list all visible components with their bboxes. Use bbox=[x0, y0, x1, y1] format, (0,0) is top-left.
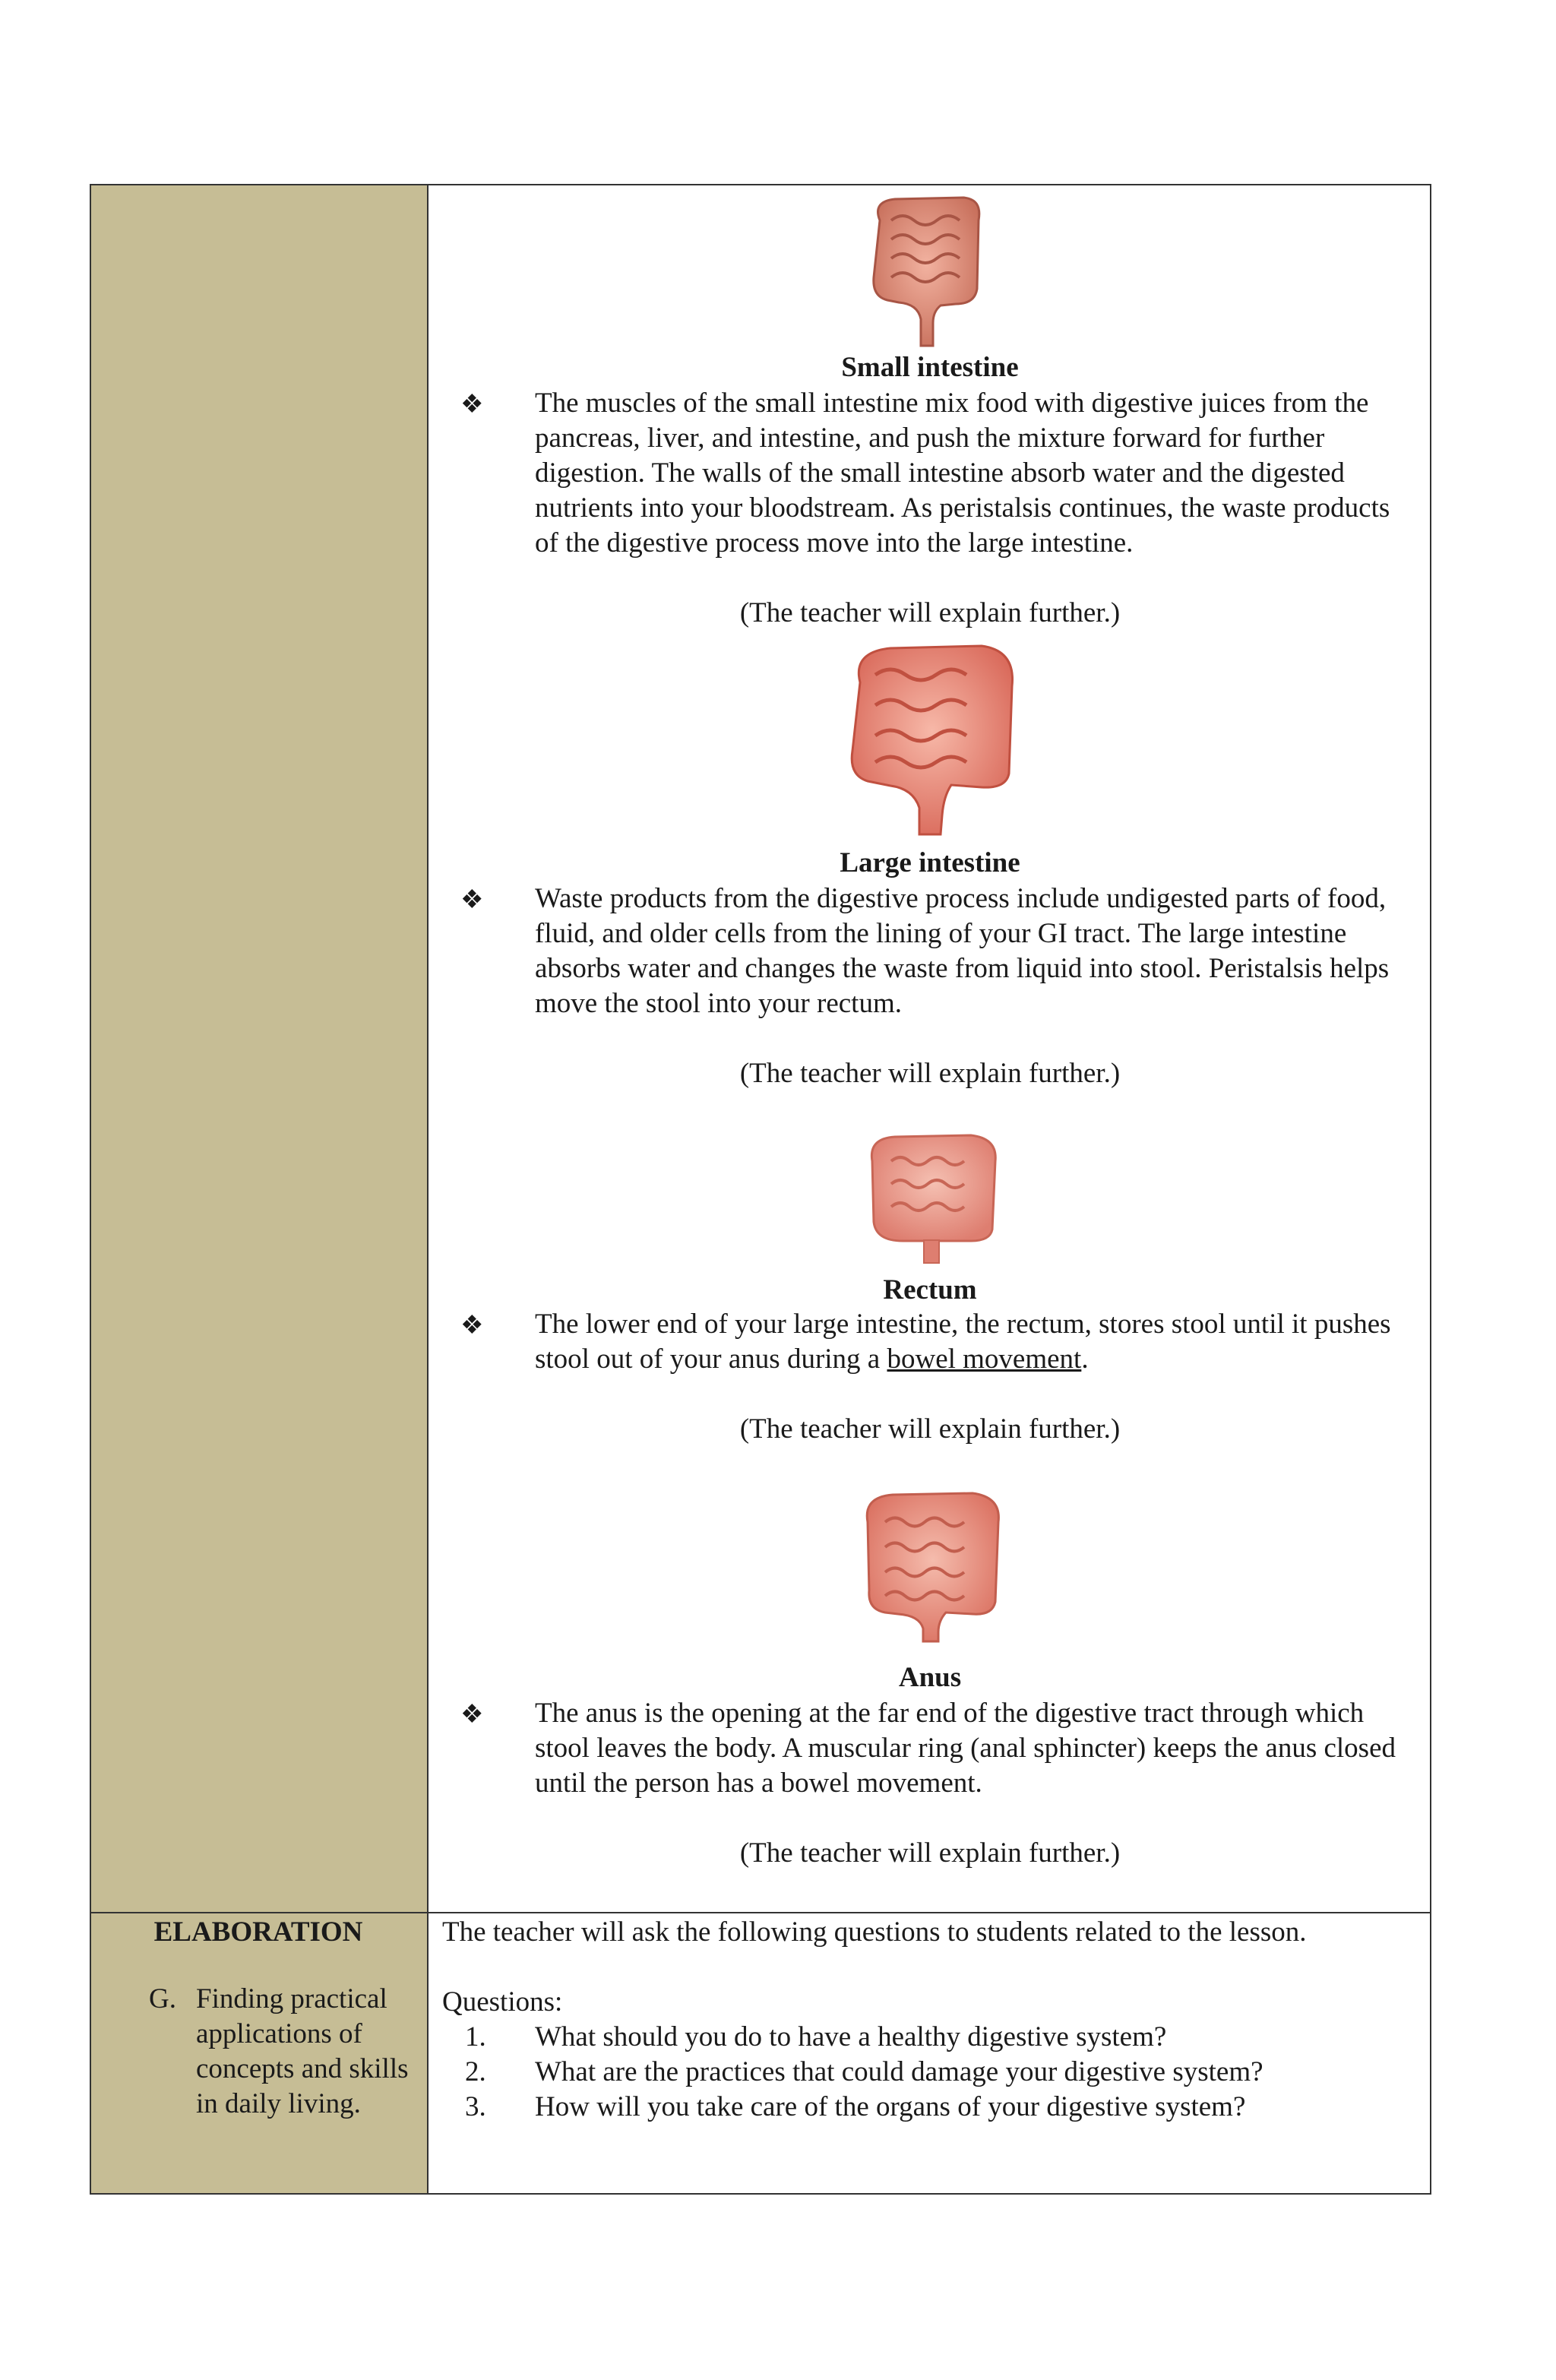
teacher-note: (The teacher will explain further.) bbox=[739, 1413, 1121, 1445]
questions-intro: The teacher will ask the following questions to students related to the lesson. bbox=[442, 1916, 1307, 1948]
bullet-icon: ❖ bbox=[460, 886, 484, 914]
bullet-icon: ❖ bbox=[460, 391, 484, 419]
questions-label: Questions: bbox=[442, 1986, 563, 2018]
elaboration-heading: ELABORATION bbox=[153, 1916, 363, 1948]
row-divider bbox=[91, 1912, 1430, 1913]
question-number: 3. bbox=[465, 2091, 486, 2122]
bowel-movement-link[interactable]: bowel movement bbox=[887, 1343, 1082, 1375]
question-number: 1. bbox=[465, 2021, 486, 2052]
question-number: 2. bbox=[465, 2056, 486, 2087]
teacher-note: (The teacher will explain further.) bbox=[739, 1058, 1121, 1089]
large-intestine-illustration bbox=[830, 637, 1035, 836]
question-text: What are the practices that could damage your digestive system? bbox=[535, 2056, 1263, 2087]
bullet-icon: ❖ bbox=[460, 1701, 484, 1729]
item-text: Finding practical applications of concepts and skills in daily living. bbox=[196, 1983, 409, 2119]
section-text-small-intestine: The muscles of the small intestine mix food with digestive juices from the pancreas, liver, and intestine, and push the mixture forward for further digestion. The walls of the small intestine absorb water and the digested nutrients into your bloodstream. As peristalsis continues, the waste products of the digestive process move into the large intestine. bbox=[535, 388, 1390, 559]
text-after-link: . bbox=[1081, 1343, 1089, 1375]
section-title-small-intestine: Small intestine bbox=[841, 352, 1019, 383]
section-title-anus: Anus bbox=[898, 1662, 962, 1693]
left-column bbox=[91, 185, 429, 2193]
section-title-large-intestine: Large intestine bbox=[840, 847, 1020, 878]
teacher-note: (The teacher will explain further.) bbox=[739, 597, 1121, 628]
section-text-large-intestine: Waste products from the digestive process include undigested parts of food, fluid, and older cells from the lining of your GI tract. The large intestine absorbs water and changes the waste from liquid into stool. Peristalsis helps move the stool into your rectum. bbox=[535, 883, 1390, 1019]
section-text-anus: The anus is the opening at the far end of the digestive tract through which stool leaves the body. A muscular ring (anal sphincter) keeps the anus closed until the person has a bowel movement. bbox=[535, 1698, 1396, 1799]
teacher-note: (The teacher will explain further.) bbox=[739, 1837, 1121, 1869]
small-intestine-illustration bbox=[857, 190, 994, 350]
question-text: How will you take care of the organs of your digestive system? bbox=[535, 2091, 1246, 2122]
section-title-rectum: Rectum bbox=[883, 1274, 977, 1306]
bullet-icon: ❖ bbox=[460, 1312, 484, 1340]
anus-illustration bbox=[851, 1488, 1012, 1643]
text-before-link: The lower end of your large intestine, the rectum, stores stool until it pushes stool out of your anus during a bbox=[535, 1309, 1391, 1375]
item-label: G. bbox=[149, 1983, 176, 2014]
rectum-illustration bbox=[857, 1131, 1006, 1266]
section-text-rectum bbox=[535, 1307, 1409, 1377]
question-text: What should you do to have a healthy digestive system? bbox=[535, 2021, 1167, 2052]
